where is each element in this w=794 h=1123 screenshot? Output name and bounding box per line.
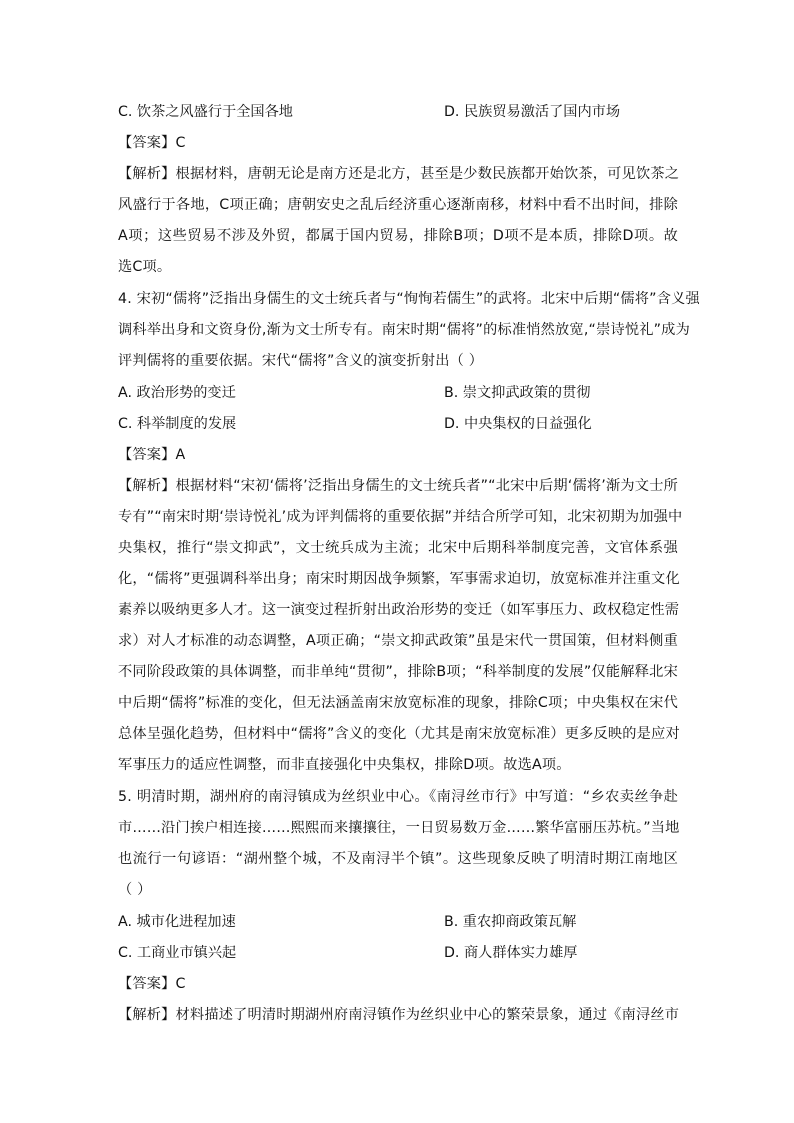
q4-answer: 【答案】A bbox=[118, 447, 186, 463]
q5-option-d: D. 商人群体实力雄厚 bbox=[444, 945, 578, 961]
q4-analysis-line: 求）对人才标准的动态调整，A项正确；“崇文抑武政策”虽是宋代一贯国策，但材料侧重 bbox=[118, 633, 678, 649]
q3-analysis-line: 选C项。 bbox=[118, 259, 172, 275]
q4-analysis-line: 中后期“儒将”标准的变化，但无法涵盖南宋放宽标准的现象，排除C项；中央集权在宋代 bbox=[118, 695, 678, 711]
q4-analysis-line: 不同阶段政策的具体调整，而非单纯“贯彻”，排除B项；“科举制度的发展”仅能解释北宋 bbox=[118, 664, 678, 680]
q3-answer: 【答案】C bbox=[118, 135, 186, 151]
q5-stem-line: 也流行一句谚语：“湖州整个城，不及南浔半个镇”。这些现象反映了明清时期江南地区 bbox=[118, 851, 678, 867]
q4-analysis-line: 央集权，推行“崇文抑武”，文士统兵成为主流；北宋中后期科举制度完善，文官体系强 bbox=[118, 540, 678, 556]
q3-analysis-line: 【解析】根据材料，唐朝无论是南方还是北方，甚至是少数民族都开始饮茶，可见饮茶之 bbox=[118, 166, 680, 182]
q3-analysis-line: 风盛行于各地，C项正确；唐朝安史之乱后经济重心逐渐南移，材料中看不出时间，排除 bbox=[118, 197, 678, 213]
q4-option-b: B. 崇文抑武政策的贯彻 bbox=[444, 385, 591, 401]
q3-option-d: D. 民族贸易激活了国内市场 bbox=[444, 104, 621, 120]
q4-stem-line: 评判儒将的重要依据。宋代“儒将”含义的演变折射出（ ） bbox=[118, 353, 484, 369]
q5-stem-line: （ ） bbox=[118, 882, 152, 898]
q5-stem-line: 5. 明清时期，湖州府的南浔镇成为丝织业中心。《南浔丝市行》中写道：“乡农卖丝争赴 bbox=[118, 789, 678, 805]
q4-analysis-line: 军事压力的适应性调整，而非直接强化中央集权，排除D项。故选A项。 bbox=[118, 757, 571, 773]
q4-analysis-line: 化，“儒将”更强调科举出身；南宋时期因战争频繁，军事需求迫切，放宽标准并注重文化 bbox=[118, 571, 680, 587]
q4-analysis-line: 总体呈强化趋势，但材料中“儒将”含义的变化（尤其是南宋放宽标准）更多反映的是应对 bbox=[118, 726, 680, 742]
q5-stem-line: 市……沿门挨户相连接……熙熙而来攘攘往，一日贸易数万金……繁华富丽压苏杭。”当地 bbox=[118, 820, 680, 836]
q3-option-c: C. 饮茶之风盛行于全国各地 bbox=[118, 104, 293, 120]
q4-stem-line: 4. 宋初“儒将”泛指出身儒生的文士统兵者与“恂恂若儒生”的武将。北宋中后期“儒将”含义强 bbox=[118, 291, 700, 307]
q4-stem-line: 调科举出身和文资身份,渐为文士所专有。南宋时期“儒将”的标准悄然放宽,“崇诗悦礼”成为 bbox=[118, 322, 690, 338]
q5-option-c: C. 工商业市镇兴起 bbox=[118, 945, 237, 961]
q4-option-a: A. 政治形势的变迁 bbox=[118, 385, 236, 401]
q5-answer: 【答案】C bbox=[118, 976, 186, 992]
q4-analysis-line: 专有”“南宋时期‘崇诗悦礼’成为评判儒将的重要依据”并结合所学可知，北宋初期为加强中 bbox=[118, 509, 683, 525]
q4-option-c: C. 科举制度的发展 bbox=[118, 416, 237, 432]
q5-option-b: B. 重农抑商政策瓦解 bbox=[444, 914, 577, 930]
q4-option-d: D. 中央集权的日益强化 bbox=[444, 416, 592, 432]
q3-analysis-line: A项；这些贸易不涉及外贸，都属于国内贸易，排除B项；D项不是本质，排除D项。故 bbox=[118, 228, 678, 244]
q4-analysis-line: 【解析】根据材料“宋初‘儒将’泛指出身儒生的文士统兵者”“北宋中后期‘儒将’渐为文士所 bbox=[118, 478, 678, 494]
q4-analysis-line: 素养以吸纳更多人才。这一演变过程折射出政治形势的变迁（如军事压力、政权稳定性需 bbox=[118, 602, 680, 618]
q5-option-a: A. 城市化进程加速 bbox=[118, 914, 236, 930]
q5-analysis-line: 【解析】材料描述了明清时期湖州府南浔镇作为丝织业中心的繁荣景象，通过《南浔丝市 bbox=[118, 1007, 680, 1023]
